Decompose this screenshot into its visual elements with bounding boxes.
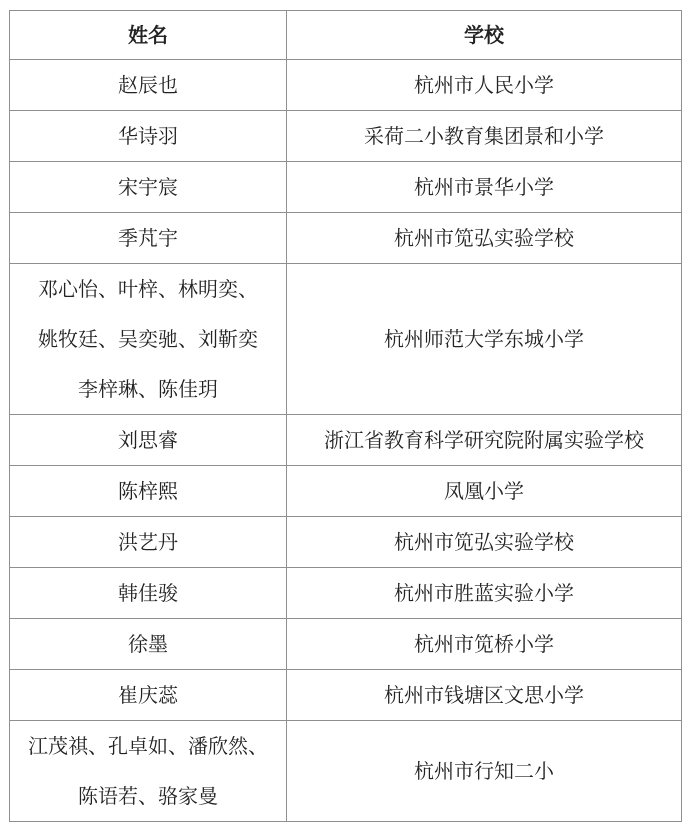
school-cell: 杭州师范大学东城小学 (287, 264, 682, 415)
table-row (10, 670, 682, 721)
name-line: 邓心怡、叶梓、林明奕、 (38, 277, 258, 301)
school-cell: 杭州市人民小学 (287, 60, 682, 111)
name-cell (10, 619, 287, 670)
table-row (10, 568, 682, 619)
table-row (10, 721, 682, 822)
table-row (10, 415, 682, 466)
name-line: 赵辰也 (118, 73, 178, 97)
name-line: 韩佳骏 (118, 581, 178, 605)
name-line: 陈语若、骆家曼 (78, 784, 218, 808)
name-cell (10, 517, 287, 568)
school-cell: 浙江省教育科学研究院附属实验学校 (287, 415, 682, 466)
name-line: 陈梓熙 (118, 479, 178, 503)
name-line: 刘思睿 (118, 428, 178, 452)
table-row (10, 162, 682, 213)
name-line: 江茂祺、孔卓如、潘欣然、 (28, 734, 268, 758)
name-line: 崔庆蕊 (118, 683, 178, 707)
table-header-row (10, 11, 682, 60)
table-row (10, 60, 682, 111)
name-cell (10, 568, 287, 619)
name-line: 徐墨 (128, 632, 168, 656)
name-line: 李梓琳、陈佳玥 (78, 377, 218, 401)
name-cell (10, 670, 287, 721)
name-cell (10, 415, 287, 466)
school-cell: 杭州市行知二小 (287, 721, 682, 822)
name-cell (10, 264, 287, 415)
column-header-name: 姓名 (10, 11, 287, 60)
school-cell: 杭州市笕弘实验学校 (287, 213, 682, 264)
school-cell: 杭州市景华小学 (287, 162, 682, 213)
school-cell: 杭州市胜蓝实验小学 (287, 568, 682, 619)
name-cell (10, 466, 287, 517)
name-line: 宋宇宸 (118, 175, 178, 199)
name-cell (10, 721, 287, 822)
awards-table (9, 10, 682, 822)
table-row (10, 213, 682, 264)
table-row (10, 111, 682, 162)
school-cell: 采荷二小教育集团景和小学 (287, 111, 682, 162)
name-cell (10, 60, 287, 111)
name-line: 洪艺丹 (118, 530, 178, 554)
table-row (10, 517, 682, 568)
table-row (10, 466, 682, 517)
table-row (10, 264, 682, 415)
column-header-school: 学校 (287, 11, 682, 60)
name-line: 姚牧廷、吴奕驰、刘靳奕 (38, 327, 258, 351)
school-cell: 杭州市笕桥小学 (287, 619, 682, 670)
school-cell: 杭州市钱塘区文思小学 (287, 670, 682, 721)
table-row (10, 619, 682, 670)
name-cell (10, 162, 287, 213)
name-cell (10, 111, 287, 162)
name-line: 华诗羽 (118, 124, 178, 148)
name-cell (10, 213, 287, 264)
school-cell: 杭州市笕弘实验学校 (287, 517, 682, 568)
school-cell: 凤凰小学 (287, 466, 682, 517)
name-line: 季芃宇 (118, 226, 178, 250)
